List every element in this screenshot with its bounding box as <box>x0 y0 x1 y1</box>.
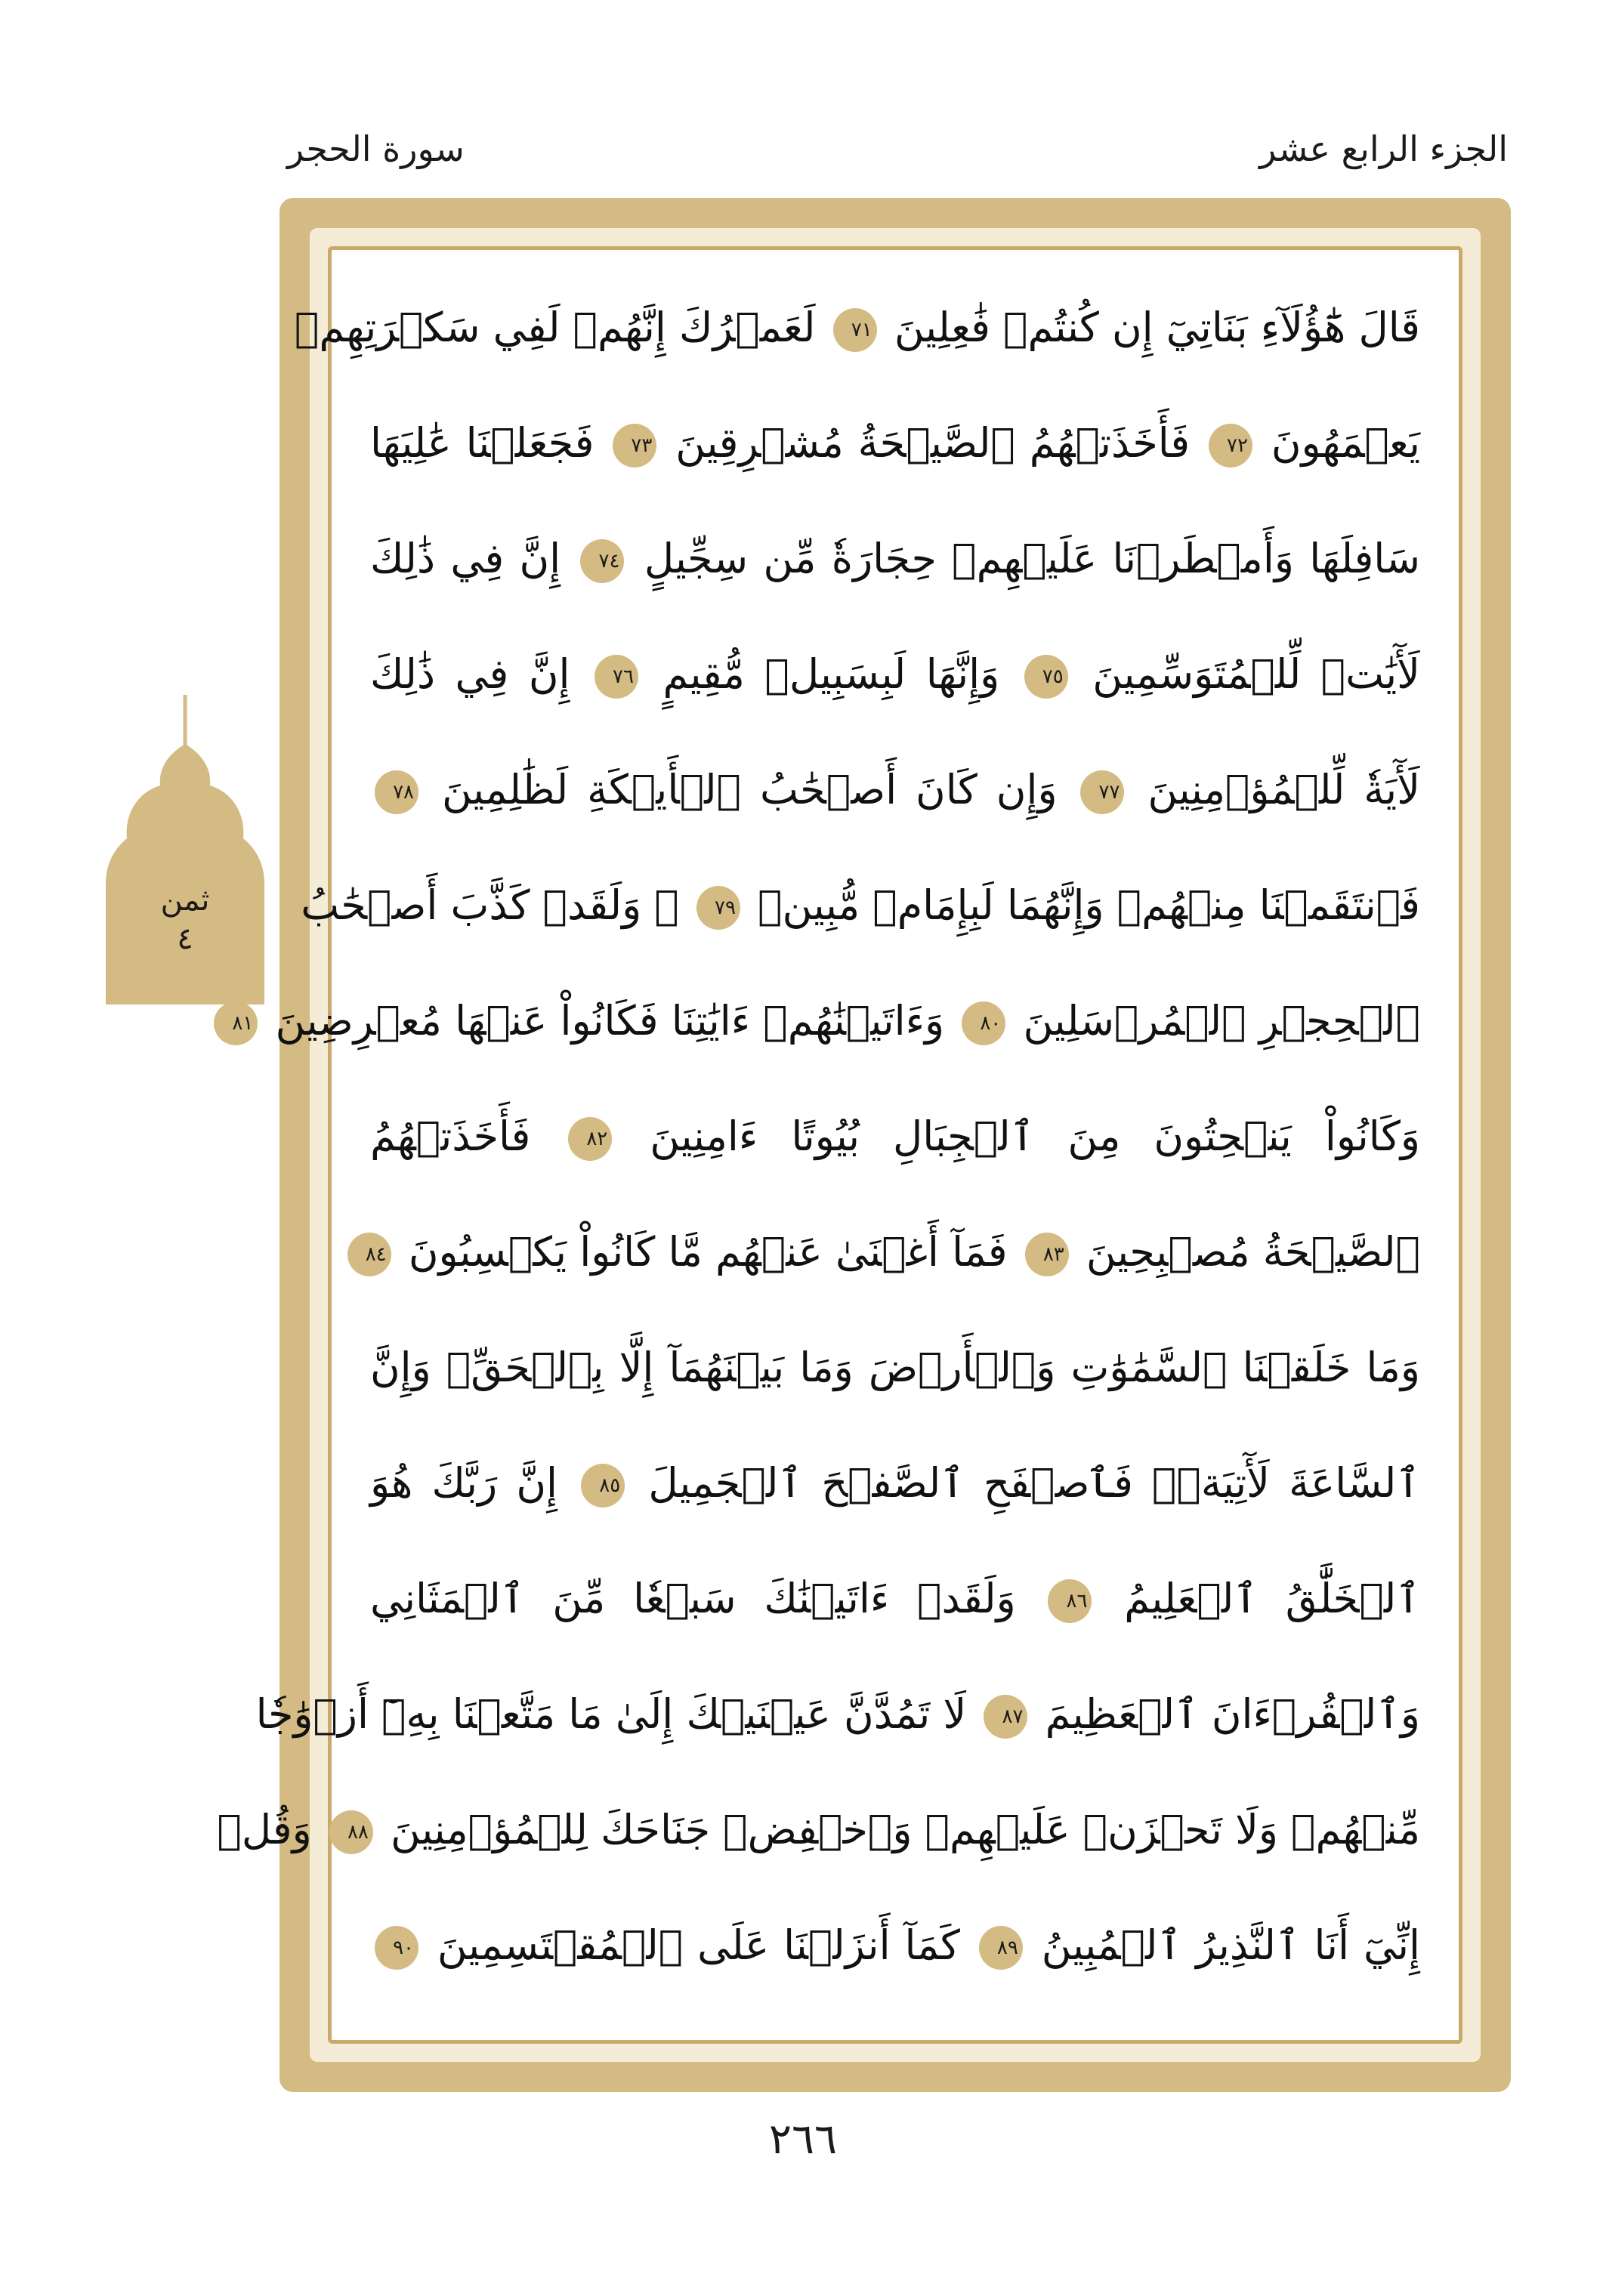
verse-text: إِنَّ فِي ذَٰلِكَ <box>370 650 570 698</box>
frame-scallop <box>280 213 299 243</box>
frame-scallop <box>1491 424 1511 455</box>
ayah-number-marker: ٨٢ <box>568 1117 612 1161</box>
frame-scallop <box>280 1323 299 1353</box>
frame-scallop <box>347 198 378 218</box>
ayah-number-marker: ٧٢ <box>1209 424 1252 468</box>
frame-scallop <box>559 198 589 218</box>
verse-line <box>217 1780 1420 1880</box>
frame-scallop <box>1491 213 1511 243</box>
verse-line <box>365 1202 1420 1302</box>
verse-text: فَجَعَلۡنَا عَٰلِيَهَا <box>370 419 595 467</box>
verse-text: وَءَاتَيۡنَٰهُمۡ ءَايَٰتِنَا فَكَانُواْ عَنۡهَا مُعۡرِضِينَ <box>275 997 945 1045</box>
frame-scallop <box>453 198 483 218</box>
frame-scallop <box>280 1535 299 1565</box>
verse-line <box>370 1549 1420 1649</box>
frame-scallop <box>1088 2072 1118 2092</box>
frame-scallop <box>559 2072 589 2092</box>
ayah-number-marker: ٨٤ <box>347 1233 391 1276</box>
frame-scallop <box>1491 266 1511 296</box>
frame-scallop <box>280 1482 299 1512</box>
verse-text: لَعَمۡرُكَ إِنَّهُمۡ لَفِي سَكۡرَتِهِمۡ <box>294 304 816 351</box>
frame-scallop <box>771 198 801 218</box>
verse-text: ۞ وَلَقَدۡ كَذَّبَ أَصۡحَٰبُ <box>301 881 679 929</box>
ayah-number-marker: ٨٨ <box>329 1810 373 1854</box>
page-frame <box>217 198 1511 2092</box>
frame-scallop <box>982 2072 1012 2092</box>
ayah-number-marker: ٧٦ <box>595 655 638 699</box>
verse-line <box>370 625 1420 724</box>
frame-scallop <box>1458 2072 1488 2092</box>
ayah-number-marker: ٨٧ <box>984 1695 1027 1739</box>
verse-text: فَأَخَذَتۡهُمُ <box>370 1113 531 1160</box>
frame-scallop <box>1491 1165 1511 1195</box>
frame-scallop <box>1491 1006 1511 1036</box>
verse-line <box>301 856 1420 955</box>
frame-scallop <box>612 2072 642 2092</box>
frame-scallop <box>929 198 959 218</box>
ayah-number-marker: ٨٠ <box>962 1001 1005 1045</box>
frame-scallop <box>280 583 299 613</box>
verse-text: لَأٓيَةٗ لِّلۡمُؤۡمِنِينَ <box>1147 766 1420 813</box>
frame-scallop <box>1246 198 1277 218</box>
verse-text: إِنِّيٓ أَنَا ٱلنَّذِيرُ ٱلۡمُبِينُ <box>1041 1921 1420 1969</box>
verse-text: وَإِنَّهَا لَبِسَبِيلٖ مُّقِيمٍ <box>662 650 1000 698</box>
thumn-label: ثمن <box>160 883 210 918</box>
frame-scallop <box>1246 2072 1277 2092</box>
frame-scallop <box>1491 689 1511 719</box>
frame-scallop <box>280 1958 299 1988</box>
surah-header: سورة الحجر <box>287 128 465 169</box>
verse-text: يَعۡمَهُونَ <box>1271 419 1421 467</box>
frame-scallop <box>1491 1482 1511 1512</box>
frame-scallop <box>1491 1429 1511 1459</box>
frame-scallop <box>1491 1693 1511 1724</box>
frame-scallop <box>1491 742 1511 772</box>
ayah-number-marker: ٧٤ <box>580 539 624 583</box>
verse-text: إِنَّ فِي ذَٰلِكَ <box>370 535 561 582</box>
frame-scallop <box>280 424 299 455</box>
verse-line <box>370 1087 1420 1187</box>
frame-scallop <box>400 198 431 218</box>
thumn-marker <box>106 695 264 1004</box>
frame-scallop <box>929 2072 959 2092</box>
frame-scallop <box>1491 1376 1511 1406</box>
frame-scallop <box>1491 1958 1511 1988</box>
frame-scallop <box>1491 1217 1511 1248</box>
frame-scallop <box>295 2072 325 2092</box>
juz-header: الجزء الرابع عشر <box>1259 128 1508 169</box>
verse-line <box>370 1433 1420 1533</box>
frame-scallop <box>718 2072 748 2092</box>
frame-scallop <box>1352 198 1382 218</box>
frame-scallop <box>280 477 299 508</box>
ayah-number-marker: ٧٣ <box>613 424 656 468</box>
ayah-number-marker: ٨٩ <box>979 1926 1023 1970</box>
frame-scallop <box>506 198 536 218</box>
frame-scallop <box>1405 198 1435 218</box>
frame-scallop <box>280 1905 299 1935</box>
frame-scallop <box>876 2072 906 2092</box>
frame-scallop <box>280 1165 299 1195</box>
verse-text: ٱلصَّيۡحَةُ مُصۡبِحِينَ <box>1086 1228 1420 1276</box>
frame-scallop <box>1405 2072 1435 2092</box>
frame-scallop <box>665 2072 695 2092</box>
verse-text: ٱلۡخَلَّٰقُ ٱلۡعَلِيمُ <box>1124 1575 1421 1622</box>
frame-scallop <box>1491 1535 1511 1565</box>
frame-scallop <box>1491 636 1511 666</box>
frame-scallop <box>280 1588 299 1618</box>
ayah-number-marker: ٨٥ <box>581 1464 625 1508</box>
frame-scallop <box>280 636 299 666</box>
ayah-number-marker: ٧٨ <box>375 770 418 814</box>
frame-scallop <box>1299 2072 1330 2092</box>
verse-line <box>255 1665 1420 1764</box>
frame-scallop <box>1141 2072 1171 2092</box>
frame-scallop <box>280 847 299 878</box>
frame-scallop <box>1035 198 1065 218</box>
verse-line <box>370 1896 1420 1995</box>
frame-scallop <box>1491 1852 1511 1882</box>
verse-line <box>294 278 1420 378</box>
frame-scallop <box>1491 1588 1511 1618</box>
frame-scallop <box>1491 795 1511 825</box>
frame-scallop <box>453 2072 483 2092</box>
verse-line <box>370 393 1420 493</box>
frame-scallop <box>1035 2072 1065 2092</box>
verse-line <box>370 1318 1420 1418</box>
frame-scallop <box>280 1112 299 1142</box>
verse-text: وَلَقَدۡ ءَاتَيۡنَٰكَ سَبۡعٗا مِّنَ ٱلۡمَثَانِي <box>370 1575 1016 1622</box>
frame-scallop <box>1194 2072 1224 2092</box>
verse-text: وَقُلۡ <box>217 1806 312 1853</box>
verse-text: وَكَانُواْ يَنۡحِتُونَ مِنَ ٱلۡجِبَالِ بُيُوتًا ءَامِنِينَ <box>650 1113 1421 1160</box>
verse-line <box>370 740 1420 840</box>
verse-text: وَٱلۡقُرۡءَانَ ٱلۡعَظِيمَ <box>1045 1690 1420 1738</box>
page-number: ٢٦٦ <box>768 2115 838 2164</box>
verse-text: قَالَ هَٰٓؤُلَآءِ بَنَاتِيٓ إِن كُنتُمۡ فَٰعِلِينَ <box>894 304 1420 351</box>
frame-scallop <box>280 1376 299 1406</box>
frame-scallop <box>295 198 325 218</box>
frame-scallop <box>1491 1059 1511 1089</box>
frame-scallop <box>1491 530 1511 560</box>
frame-scallop <box>280 530 299 560</box>
frame-scallop <box>1088 198 1118 218</box>
verse-text: فَمَآ أَغۡنَىٰ عَنۡهُم مَّا كَانُواْ يَكۡسِبُونَ <box>408 1228 1008 1276</box>
verse-text-panel <box>217 273 1438 2017</box>
frame-scallop <box>1491 1640 1511 1671</box>
frame-scallop <box>1491 477 1511 508</box>
ayah-number-marker: ٨٣ <box>1025 1233 1069 1276</box>
verse-text: لَا تَمُدَّنَّ عَيۡنَيۡكَ إِلَىٰ مَا مَتَّعۡنَا بِهِۦٓ أَزۡوَٰجٗا <box>255 1690 967 1738</box>
ayah-number-marker: ٩٠ <box>375 1926 418 1970</box>
verse-text: سَافِلَهَا وَأَمۡطَرۡنَا عَلَيۡهِمۡ حِجَارَةٗ مِّن سِجِّيلٍ <box>644 535 1420 582</box>
frame-scallop <box>823 198 854 218</box>
thumn-number: ٤ <box>177 921 193 956</box>
dome-marker-icon <box>106 695 264 1004</box>
frame-scallop <box>823 2072 854 2092</box>
frame-scallop <box>1491 1323 1511 1353</box>
frame-scallop <box>1352 2072 1382 2092</box>
frame-scallop <box>665 198 695 218</box>
frame-scallop <box>347 2072 378 2092</box>
frame-scallop <box>1491 319 1511 349</box>
frame-scallop <box>280 742 299 772</box>
frame-scallop <box>1141 198 1171 218</box>
ayah-number-marker: ٨١ <box>214 1001 258 1045</box>
verse-text: فَٱنتَقَمۡنَا مِنۡهُمۡ وَإِنَّهُمَا لَبِإِمَامٖ مُّبِينٖ <box>758 881 1420 929</box>
frame-scallop <box>1491 372 1511 402</box>
frame-scallop <box>280 1270 299 1301</box>
verse-text: ٱلسَّاعَةَ لَأٓتِيَةٞۖ فَٱصۡفَحِ ٱلصَّفۡحَ ٱلۡجَمِيلَ <box>648 1459 1421 1507</box>
frame-scallop <box>506 2072 536 2092</box>
frame-scallop <box>1491 2011 1511 2041</box>
ayah-number-marker: ٨٦ <box>1048 1579 1092 1623</box>
verse-line <box>370 509 1420 609</box>
verse-text: وَمَا خَلَقۡنَا ٱلسَّمَٰوَٰتِ وَٱلۡأَرۡضَ وَمَا بَيۡنَهُمَآ إِلَّا بِٱلۡحَقِّۗ وَإِنَّ <box>370 1344 1420 1391</box>
frame-scallop <box>1491 900 1511 930</box>
ayah-number-marker: ٧٧ <box>1080 770 1124 814</box>
frame-scallop <box>612 198 642 218</box>
verse-text: فَأَخَذَتۡهُمُ ٱلصَّيۡحَةُ مُشۡرِقِينَ <box>675 419 1191 467</box>
frame-scallop <box>982 198 1012 218</box>
frame-scallop <box>280 1217 299 1248</box>
frame-scallop <box>1491 1799 1511 1829</box>
verse-text: وَإِن كَانَ أَصۡحَٰبُ ٱلۡأَيۡكَةِ لَظَٰلِمِينَ <box>441 766 1058 813</box>
ayah-number-marker: ٧٥ <box>1024 655 1068 699</box>
frame-scallop <box>1491 1270 1511 1301</box>
frame-scallop <box>280 900 299 930</box>
verse-text: كَمَآ أَنزَلۡنَا عَلَى ٱلۡمُقۡتَسِمِينَ <box>437 1921 960 1969</box>
frame-scallop <box>400 2072 431 2092</box>
frame-scallop <box>1491 583 1511 613</box>
frame-scallop <box>1491 1112 1511 1142</box>
frame-scallop <box>1194 198 1224 218</box>
frame-scallop <box>1491 1746 1511 1776</box>
frame-scallop <box>771 2072 801 2092</box>
frame-scallop <box>280 1429 299 1459</box>
frame-scallop <box>1491 953 1511 983</box>
verse-line <box>232 971 1420 1071</box>
frame-scallop <box>280 795 299 825</box>
frame-scallop <box>876 198 906 218</box>
frame-scallop <box>1458 198 1488 218</box>
frame-scallop <box>1491 1905 1511 1935</box>
verse-text: إِنَّ رَبَّكَ هُوَ <box>370 1459 557 1507</box>
verse-text: لَأٓيَٰتٖ لِّلۡمُتَوَسِّمِينَ <box>1092 650 1420 698</box>
verse-text: مِّنۡهُمۡ وَلَا تَحۡزَنۡ عَلَيۡهِمۡ وَٱخۡفِضۡ جَنَاحَكَ لِلۡمُؤۡمِنِينَ <box>391 1806 1420 1853</box>
verse-text: ٱلۡحِجۡرِ ٱلۡمُرۡسَلِينَ <box>1023 997 1420 1045</box>
ayah-number-marker: ٧١ <box>833 308 877 352</box>
frame-scallop <box>280 2011 299 2041</box>
frame-scallop <box>1491 847 1511 878</box>
ayah-number-marker: ٧٩ <box>696 886 740 930</box>
frame-scallop <box>1299 198 1330 218</box>
frame-scallop <box>718 198 748 218</box>
frame-scallop <box>280 689 299 719</box>
